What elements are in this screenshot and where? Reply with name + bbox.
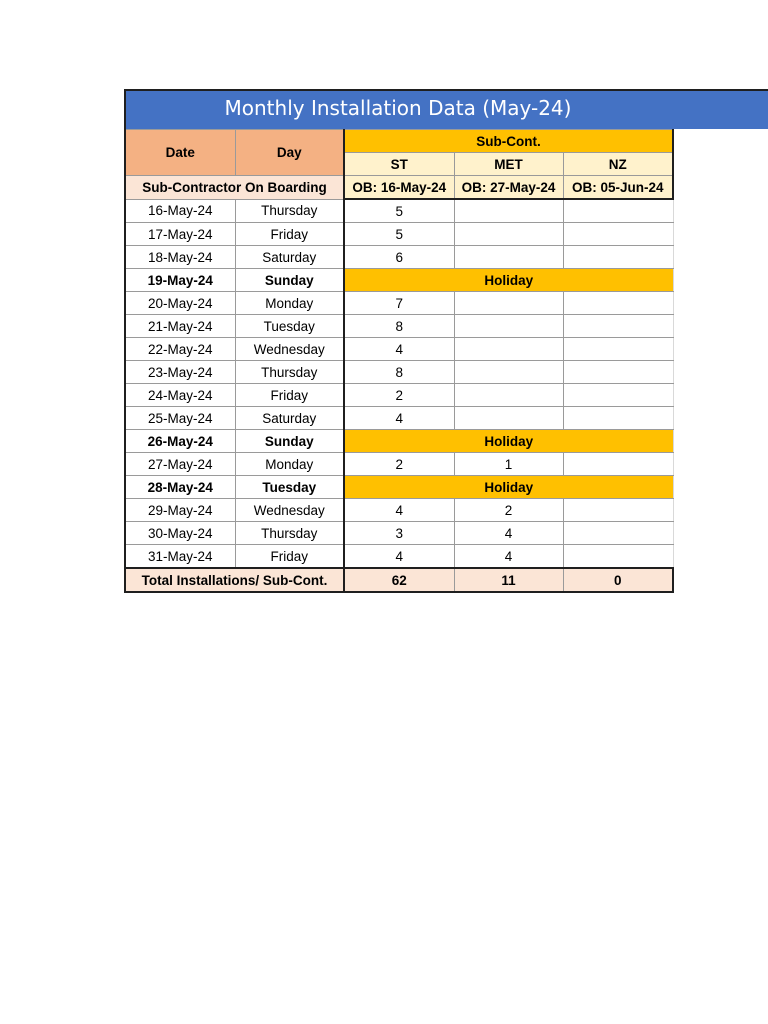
cell-nz	[563, 407, 673, 430]
cell-met	[454, 407, 563, 430]
cell-st: 8	[344, 361, 454, 384]
cell-date: 27-May-24	[125, 453, 235, 476]
totals-label: Total Installations/ Sub-Cont.	[125, 568, 344, 592]
cell-date: 25-May-24	[125, 407, 235, 430]
cell-day: Sunday	[235, 430, 344, 453]
cell-day: Friday	[235, 545, 344, 569]
cell-nz	[563, 223, 673, 246]
header-nz: NZ	[563, 153, 673, 176]
cell-day: Monday	[235, 453, 344, 476]
cell-day: Tuesday	[235, 476, 344, 499]
cell-nz	[563, 499, 673, 522]
cell-st: 3	[344, 522, 454, 545]
onboarding-row	[125, 176, 673, 200]
cell-nz	[563, 361, 673, 384]
totals-nz: 0	[563, 568, 673, 592]
cell-st: 4	[344, 407, 454, 430]
cell-date: 24-May-24	[125, 384, 235, 407]
header-st: ST	[344, 153, 454, 176]
cell-st: 6	[344, 246, 454, 269]
table-row	[125, 407, 673, 430]
cell-day: Thursday	[235, 361, 344, 384]
cell-date: 20-May-24	[125, 292, 235, 315]
totals-st: 62	[344, 568, 454, 592]
cell-st: 7	[344, 292, 454, 315]
header-met: MET	[454, 153, 563, 176]
cell-nz	[563, 338, 673, 361]
cell-day: Saturday	[235, 246, 344, 269]
table-row	[125, 361, 673, 384]
table-row	[125, 384, 673, 407]
cell-day: Wednesday	[235, 499, 344, 522]
cell-day: Sunday	[235, 269, 344, 292]
cell-date: 21-May-24	[125, 315, 235, 338]
cell-date: 30-May-24	[125, 522, 235, 545]
cell-met: 4	[454, 522, 563, 545]
cell-nz	[563, 199, 673, 223]
onboarding-st: OB: 16-May-24	[344, 176, 454, 200]
cell-nz	[563, 292, 673, 315]
header-day: Day	[235, 130, 344, 176]
cell-day: Wednesday	[235, 338, 344, 361]
cell-day: Saturday	[235, 407, 344, 430]
cell-date: 23-May-24	[125, 361, 235, 384]
table-row	[125, 269, 673, 292]
cell-st: 4	[344, 545, 454, 569]
table-row	[125, 199, 673, 223]
holiday-cell: Holiday	[344, 476, 673, 499]
cell-met: 1	[454, 453, 563, 476]
cell-nz	[563, 246, 673, 269]
cell-day: Tuesday	[235, 315, 344, 338]
header-sub-cont: Sub-Cont.	[344, 130, 673, 153]
cell-st: 5	[344, 199, 454, 223]
cell-day: Monday	[235, 292, 344, 315]
cell-date: 26-May-24	[125, 430, 235, 453]
cell-date: 16-May-24	[125, 199, 235, 223]
sheet-title: Monthly Installation Data (May-24)	[224, 96, 572, 120]
table-row	[125, 453, 673, 476]
header-row-1	[125, 130, 673, 153]
cell-nz	[563, 453, 673, 476]
table-row	[125, 522, 673, 545]
installation-table	[124, 129, 674, 593]
onboarding-label: Sub-Contractor On Boarding	[125, 176, 344, 200]
cell-met	[454, 338, 563, 361]
cell-date: 19-May-24	[125, 269, 235, 292]
table-row	[125, 545, 673, 569]
cell-day: Thursday	[235, 199, 344, 223]
cell-met	[454, 384, 563, 407]
totals-met: 11	[454, 568, 563, 592]
header-date: Date	[125, 130, 235, 176]
cell-day: Friday	[235, 384, 344, 407]
cell-date: 31-May-24	[125, 545, 235, 569]
cell-st: 4	[344, 338, 454, 361]
cell-met: 2	[454, 499, 563, 522]
cell-nz	[563, 545, 673, 569]
totals-row	[125, 568, 673, 592]
cell-st: 2	[344, 384, 454, 407]
cell-met	[454, 292, 563, 315]
holiday-cell: Holiday	[344, 269, 673, 292]
cell-st: 5	[344, 223, 454, 246]
table-row	[125, 338, 673, 361]
table-row	[125, 315, 673, 338]
table-row	[125, 223, 673, 246]
cell-met	[454, 315, 563, 338]
table-row	[125, 430, 673, 453]
cell-day: Thursday	[235, 522, 344, 545]
onboarding-met: OB: 27-May-24	[454, 176, 563, 200]
table-row	[125, 292, 673, 315]
table-row	[125, 499, 673, 522]
cell-date: 22-May-24	[125, 338, 235, 361]
cell-nz	[563, 384, 673, 407]
cell-st: 4	[344, 499, 454, 522]
cell-met	[454, 199, 563, 223]
onboarding-nz: OB: 05-Jun-24	[563, 176, 673, 200]
table-row	[125, 246, 673, 269]
cell-met	[454, 246, 563, 269]
cell-date: 17-May-24	[125, 223, 235, 246]
cell-date: 18-May-24	[125, 246, 235, 269]
cell-day: Friday	[235, 223, 344, 246]
holiday-cell: Holiday	[344, 430, 673, 453]
cell-nz	[563, 315, 673, 338]
cell-st: 2	[344, 453, 454, 476]
cell-date: 28-May-24	[125, 476, 235, 499]
table-row	[125, 476, 673, 499]
cell-met	[454, 361, 563, 384]
cell-met	[454, 223, 563, 246]
cell-date: 29-May-24	[125, 499, 235, 522]
cell-st: 8	[344, 315, 454, 338]
cell-met: 4	[454, 545, 563, 569]
cell-nz	[563, 522, 673, 545]
